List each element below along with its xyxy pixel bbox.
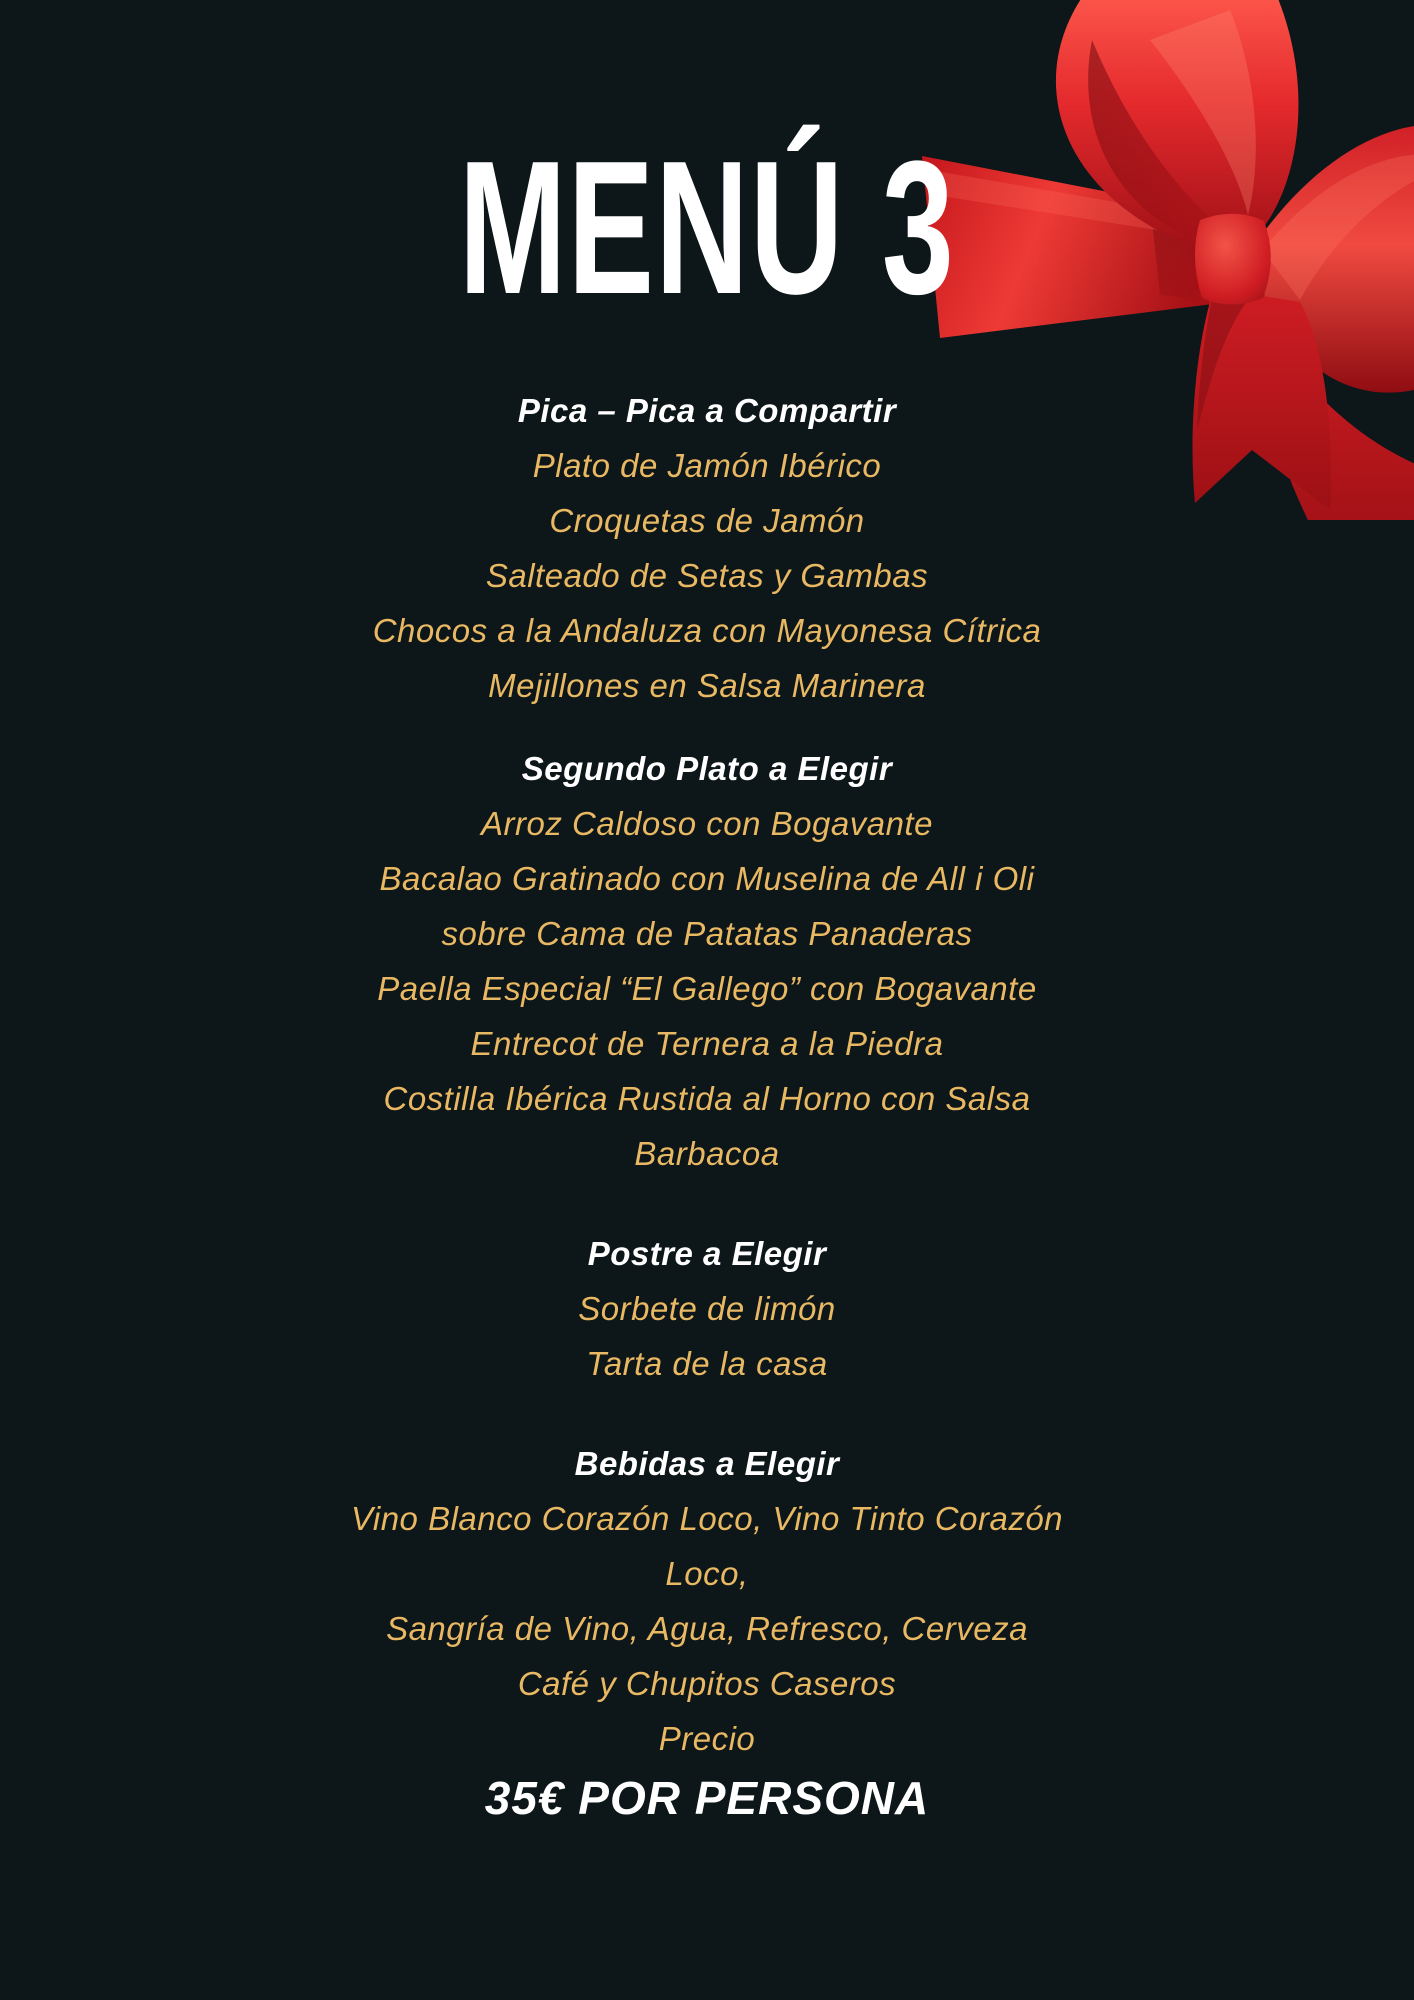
- section-heading: Pica – Pica a Compartir: [517, 392, 897, 429]
- price-line: 35€ POR PERSONA: [484, 1772, 930, 1824]
- menu-item: Salteado de Setas y Gambas: [485, 557, 929, 594]
- menu-item: Loco,: [665, 1555, 749, 1592]
- page-title-text: MENÚ 3: [458, 122, 956, 334]
- menu-item: Sorbete de limón: [578, 1290, 836, 1327]
- menu-item: Sangría de Vino, Agua, Refresco, Cerveza: [386, 1610, 1028, 1647]
- menu-section: [0, 1226, 1414, 1391]
- menu-sections: [0, 383, 1414, 1811]
- menu-section: [0, 1436, 1414, 1766]
- menu-item: Tarta de la casa: [586, 1345, 828, 1382]
- menu-item: Croquetas de Jamón: [549, 502, 865, 539]
- menu-item: Barbacoa: [634, 1135, 780, 1172]
- menu-item: Vino Blanco Corazón Loco, Vino Tinto Corazón: [350, 1500, 1064, 1537]
- menu-item: Mejillones en Salsa Marinera: [488, 667, 926, 704]
- menu-item: Costilla Ibérica Rustida al Horno con Salsa: [383, 1080, 1031, 1117]
- section-heading: Segundo Plato a Elegir: [521, 750, 893, 787]
- menu-section: [0, 383, 1414, 713]
- section-heading: Postre a Elegir: [587, 1235, 827, 1272]
- menu-item: Café y Chupitos Caseros: [517, 1665, 897, 1702]
- page-title: [0, 122, 1414, 334]
- menu-item: Arroz Caldoso con Bogavante: [481, 805, 933, 842]
- menu-section: [0, 741, 1414, 1181]
- menu-item: Plato de Jamón Ibérico: [532, 447, 882, 484]
- menu-item: Precio: [658, 1720, 756, 1757]
- menu-item: Paella Especial “El Gallego” con Bogavante: [377, 970, 1037, 1007]
- section-heading: Bebidas a Elegir: [574, 1445, 840, 1482]
- menu-item: sobre Cama de Patatas Panaderas: [441, 915, 973, 952]
- menu-item: Entrecot de Ternera a la Piedra: [470, 1025, 944, 1062]
- menu-item: Bacalao Gratinado con Muselina de All i Oli: [379, 860, 1035, 897]
- menu-item: Chocos a la Andaluza con Mayonesa Cítrica: [372, 612, 1042, 649]
